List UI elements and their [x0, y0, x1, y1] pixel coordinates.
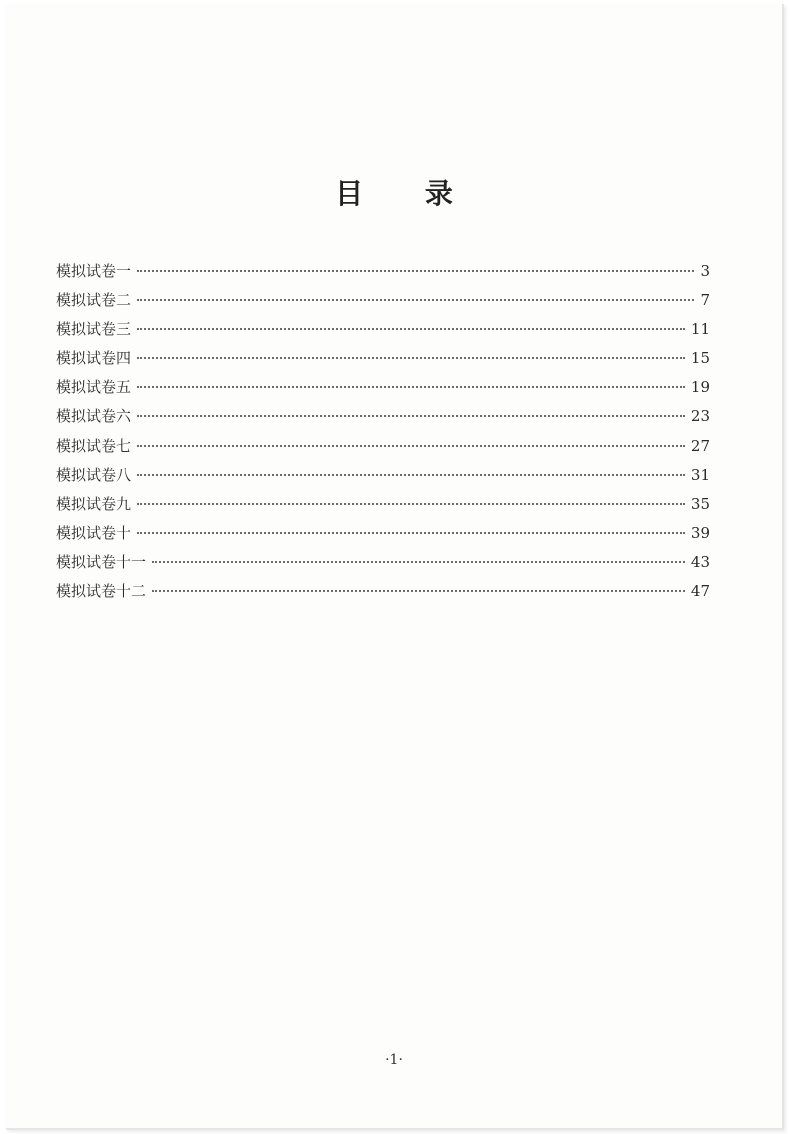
toc-entry	[56, 551, 710, 580]
toc-dot-leader	[137, 503, 685, 505]
toc-entry	[56, 580, 710, 609]
toc-entry-label: 模拟试卷二	[56, 291, 132, 310]
toc-dot-leader	[137, 328, 685, 330]
toc-entry	[56, 405, 710, 434]
toc-entry-page: 15	[690, 349, 710, 368]
toc-entry-label: 模拟试卷四	[56, 349, 132, 368]
toc-entry-page: 23	[690, 407, 710, 426]
toc-entry-page: 3	[700, 262, 710, 280]
toc-entry-page: 35	[690, 494, 710, 513]
toc-dot-leader	[137, 357, 685, 359]
toc-entry-label: 模拟试卷三	[56, 320, 132, 339]
toc-dot-leader	[137, 299, 694, 301]
toc-entry-page: 11	[690, 320, 710, 339]
toc-dot-leader	[137, 445, 685, 447]
toc-entry	[56, 464, 710, 493]
toc-dot-leader	[137, 415, 685, 417]
toc-entry-label: 模拟试卷七	[56, 436, 132, 455]
toc-entry-label: 模拟试卷六	[56, 407, 132, 426]
toc-entry	[56, 289, 710, 318]
toc-entry	[56, 522, 710, 551]
toc-entry	[56, 318, 710, 347]
toc-entry	[56, 435, 710, 464]
toc-entry-page: 7	[700, 291, 710, 310]
toc-dot-leader	[137, 474, 685, 476]
toc-entry	[56, 347, 710, 376]
toc-entry-page: 39	[690, 523, 710, 542]
toc-entry-label: 模拟试卷九	[56, 494, 132, 513]
toc-entry-label: 模拟试卷十一	[56, 552, 147, 571]
table-of-contents	[56, 260, 710, 609]
page-title: 目 录	[335, 177, 479, 210]
toc-dot-leader	[152, 590, 685, 592]
toc-entry	[56, 493, 710, 522]
toc-dot-leader	[137, 532, 685, 534]
toc-dot-leader	[137, 270, 694, 272]
toc-entry-page: 19	[690, 378, 710, 397]
toc-entry-page: 43	[690, 552, 710, 571]
toc-entry	[56, 376, 710, 405]
toc-entry-label: 模拟试卷五	[56, 378, 132, 397]
toc-entry-label: 模拟试卷一	[56, 262, 132, 280]
toc-entry-label: 模拟试卷十二	[56, 582, 147, 601]
toc-entry	[56, 260, 710, 289]
toc-entry-label: 模拟试卷八	[56, 465, 132, 484]
toc-dot-leader	[152, 561, 685, 563]
toc-entry-label: 模拟试卷十	[56, 523, 132, 542]
toc-entry-page: 27	[690, 436, 710, 455]
toc-entry-page: 31	[690, 465, 710, 484]
toc-entry-page: 47	[690, 582, 710, 601]
page-number: ·1·	[385, 1052, 403, 1068]
toc-dot-leader	[137, 386, 685, 388]
document-page	[6, 4, 784, 1130]
